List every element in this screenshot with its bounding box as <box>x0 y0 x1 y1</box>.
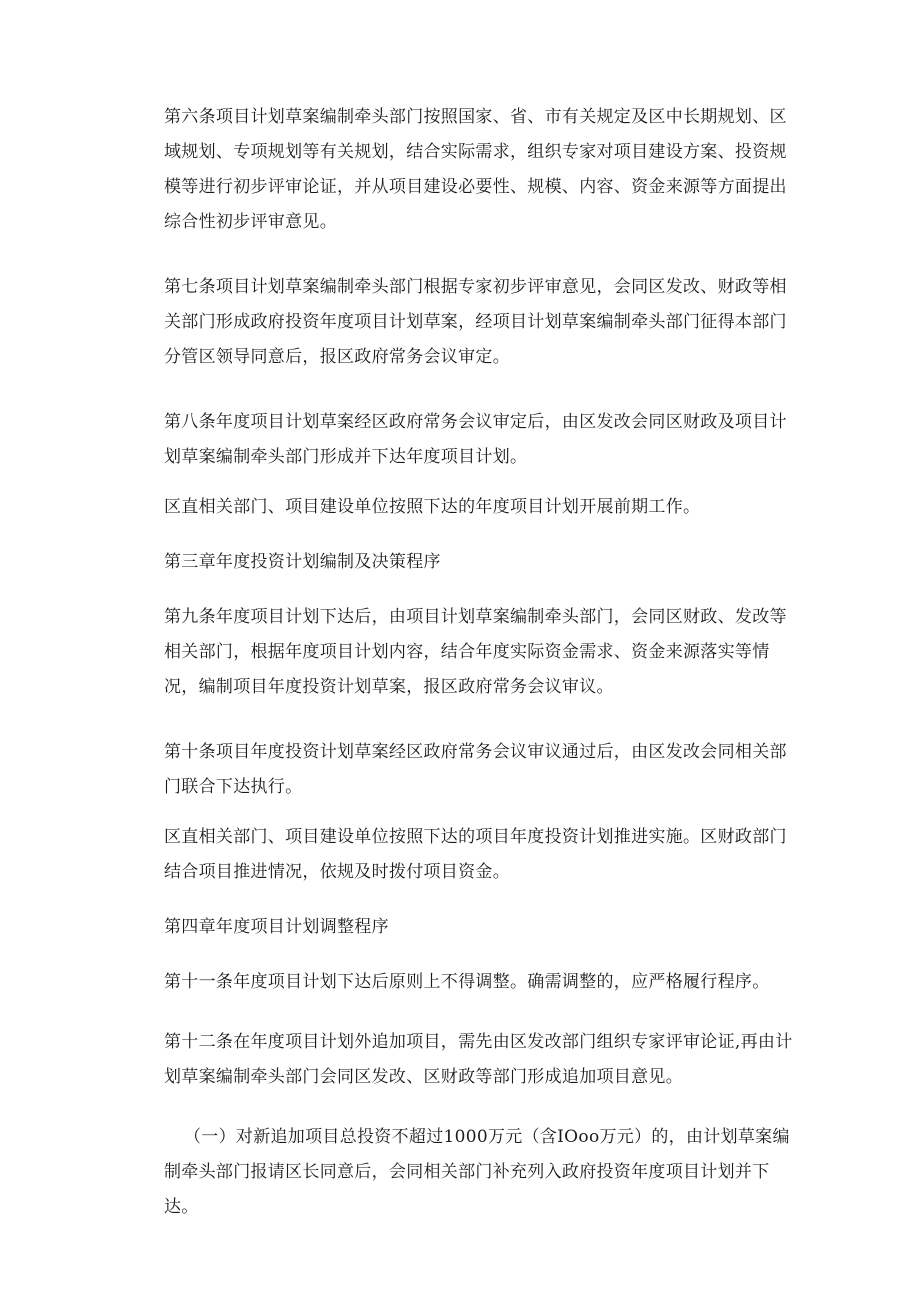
article-10-paragraph: 第十条项目年度投资计划草案经区政府常务会议审议通过后，由区发改会同相关部门联合下达执行。 <box>164 742 787 797</box>
preparatory-work-paragraph: 区直相关部门、项目建设单位按照下达的年度项目计划开展前期工作。 <box>164 497 701 517</box>
clause-1-paragraph: （一）对新追加项目总投资不超过1000万元（含IOoo万元）的，由计划草案编制牵头部门报请区长同意后，会同相关部门补充列入政府投资年度项目计划并下达。 <box>164 1127 790 1217</box>
article-9-paragraph: 第九条年度项目计划下达后，由项目计划草案编制牵头部门，会同区财政、发改等相关部门，根据年度项目计划内容，结合年度实际资金需求、资金来源落实等情况，编制项目年度投资计划草案，报区政府常务会议审议。 <box>164 607 787 697</box>
article-6-paragraph: 第六条项目计划草案编制牵头部门按照国家、省、市有关规定及区中长期规划、区域规划、专项规划等有关规划，结合实际需求，组织专家对项目建设方案、投资规模等进行初步评审论证，并从项目建设必要性、规模、内容、资金来源等方面提出综合性初步评审意见。 <box>164 107 787 232</box>
chapter-3-heading: 第三章年度投资计划编制及决策程序 <box>164 552 441 572</box>
article-12-paragraph: 第十二条在年度项目计划外追加项目，需先由区发改部门组织专家评审论证,再由计划草案编制牵头部门会同区发改、区财政等部门形成追加项目意见。 <box>164 1032 793 1087</box>
chapter-4-heading: 第四章年度项目计划调整程序 <box>164 917 389 937</box>
article-7-paragraph: 第七条项目计划草案编制牵头部门根据专家初步评审意见，会同区发改、财政等相关部门形成政府投资年度项目计划草案，经项目计划草案编制牵头部门征得本部门分管区领导同意后，报区政府常务会议审定。 <box>164 277 787 367</box>
article-8-paragraph: 第八条年度项目计划草案经区政府常务会议审定后，由区发改会同区财政及项目计划草案编制牵头部门形成并下达年度项目计划。 <box>164 412 787 467</box>
implementation-paragraph: 区直相关部门、项目建设单位按照下达的项目年度投资计划推进实施。区财政部门结合项目推进情况，依规及时拨付项目资金。 <box>164 827 787 882</box>
article-11-paragraph: 第十一条年度项目计划下达后原则上不得调整。确需调整的，应严格履行程序。 <box>164 972 770 992</box>
